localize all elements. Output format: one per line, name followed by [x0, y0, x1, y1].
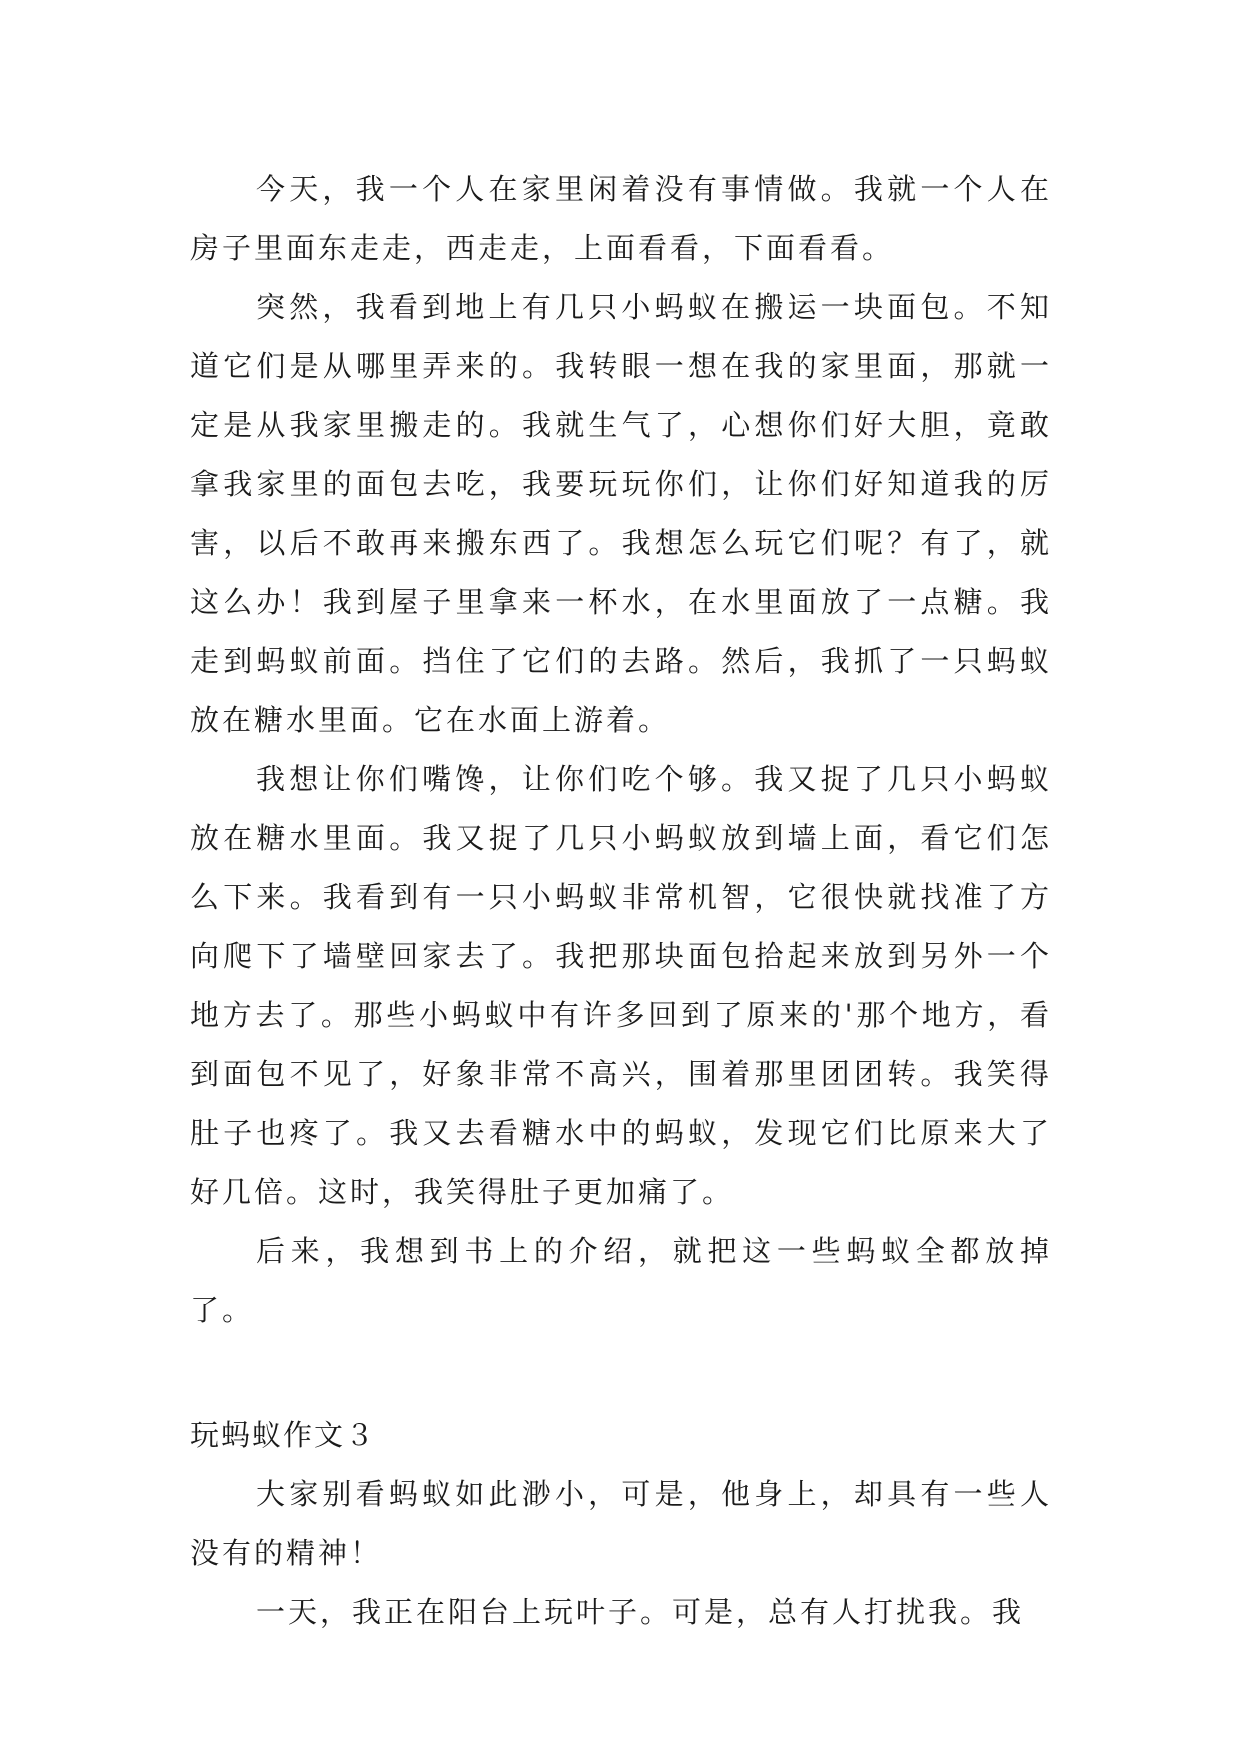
paragraph: 大家别看蚂蚁如此渺小，可是，他身上，却具有一些人没有的精神！ — [190, 1477, 1052, 1570]
paragraph: 突然，我看到地上有几只小蚂蚁在搬运一块面包。不知道它们是从哪里弄来的。我转眼一想在我的家里面，那就一定是从我家里搬走的。我就生气了，心想你们好大胆，竟敢拿我家里的面包去吃，我要玩玩你们，让你们好知道我的厉害，以后不敢再来搬东西了。我想怎么玩它们呢？有了，就这么办！我到屋子里拿来一杯水，在水里面放了一点糖。我走到蚂蚁前面。挡住了它们的去路。然后，我抓了一只蚂蚁放在糖水里面。它在水面上游着。 — [190, 290, 1052, 737]
paragraph: 后来，我想到书上的介绍，就把这一些蚂蚁全都放掉了。 — [190, 1234, 1052, 1327]
section-heading: 玩蚂蚁作文３ — [190, 1418, 377, 1452]
document-page — [190, 160, 1052, 1642]
paragraph: 我想让你们嘴馋，让你们吃个够。我又捉了几只小蚂蚁放在糖水里面。我又捉了几只小蚂蚁放到墙上面，看它们怎么下来。我看到有一只小蚂蚁非常机智，它很快就找准了方向爬下了墙壁回家去了。我把那块面包拾起来放到另外一个地方去了。那些小蚂蚁中有许多回到了原来的'那个地方，看到面包不见了，好象非常不高兴，围着那里团团转。我笑得肚子也疼了。我又去看糖水中的蚂蚁，发现它们比原来大了好几倍。这时，我笑得肚子更加痛了。 — [190, 762, 1052, 1209]
paragraph: 今天，我一个人在家里闲着没有事情做。我就一个人在房子里面东走走，西走走，上面看看，下面看看。 — [190, 172, 1052, 265]
paragraph: 一天，我正在阳台上玩叶子。可是，总有人打扰我。我 — [256, 1595, 1025, 1629]
